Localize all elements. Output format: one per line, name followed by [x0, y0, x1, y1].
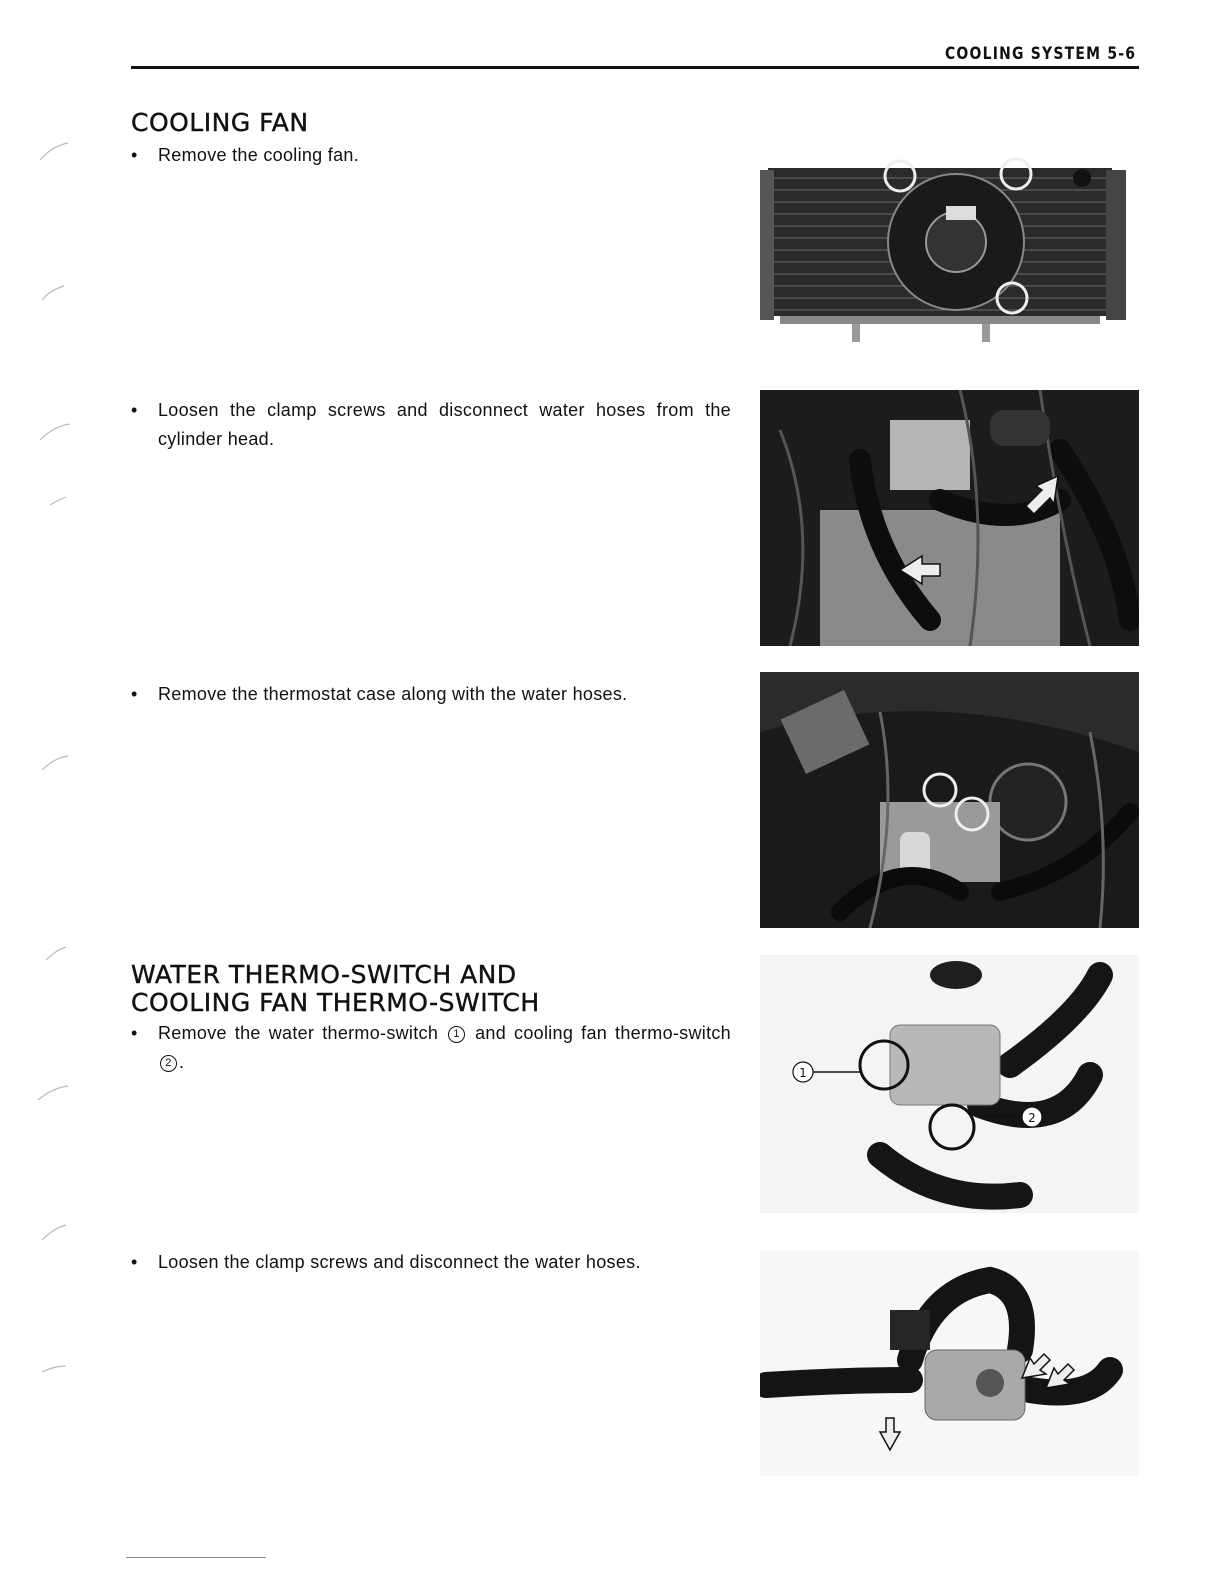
figure-callout-1: 1	[799, 1066, 807, 1080]
page-header	[945, 44, 1136, 64]
bullet-point: •	[131, 400, 138, 420]
cooling-fan-heading: COOLING FAN	[131, 108, 309, 137]
step-loosen-clamp-cylinder-head: • Loosen the clamp screws and disconnect water hoses from the cylinder head.	[131, 396, 731, 454]
bullet-point: •	[131, 1023, 138, 1043]
footer-link-underline	[126, 1557, 266, 1558]
thermo-switch-heading-line1: WATER THERMO-SWITCH AND	[131, 960, 517, 989]
bullet-point: •	[131, 684, 138, 704]
step-disconnect-water-hoses: • Loosen the clamp screws and disconnect the water hoses.	[131, 1248, 731, 1277]
page-number: 5-6	[1107, 44, 1136, 64]
bullet-point: •	[131, 145, 138, 165]
reference-number-2: 2	[160, 1055, 177, 1072]
photo-cylinder-head-hoses	[760, 390, 1139, 646]
figure-callout-2: 2	[1028, 1111, 1036, 1125]
bullet-point: •	[131, 1252, 138, 1272]
header-divider	[131, 66, 1139, 69]
section-header-title: COOLING SYSTEM	[944, 44, 1102, 64]
step-remove-cooling-fan: • Remove the cooling fan.	[131, 141, 731, 170]
reference-number-1: 1	[448, 1026, 465, 1043]
photo-radiator-cooling-fan	[760, 150, 1139, 345]
photo-thermo-switches	[760, 955, 1139, 1213]
thermo-switch-heading-line2: COOLING FAN THERMO-SWITCH	[131, 988, 540, 1017]
step-remove-thermostat-case: • Remove the thermostat case along with the water hoses.	[131, 680, 731, 709]
step-remove-thermo-switches: • Remove the water thermo-switch 1 and cooling fan thermo-switch 2 .	[131, 1019, 731, 1077]
photo-disconnect-water-hoses	[760, 1250, 1139, 1476]
photo-thermostat-case	[760, 672, 1139, 928]
